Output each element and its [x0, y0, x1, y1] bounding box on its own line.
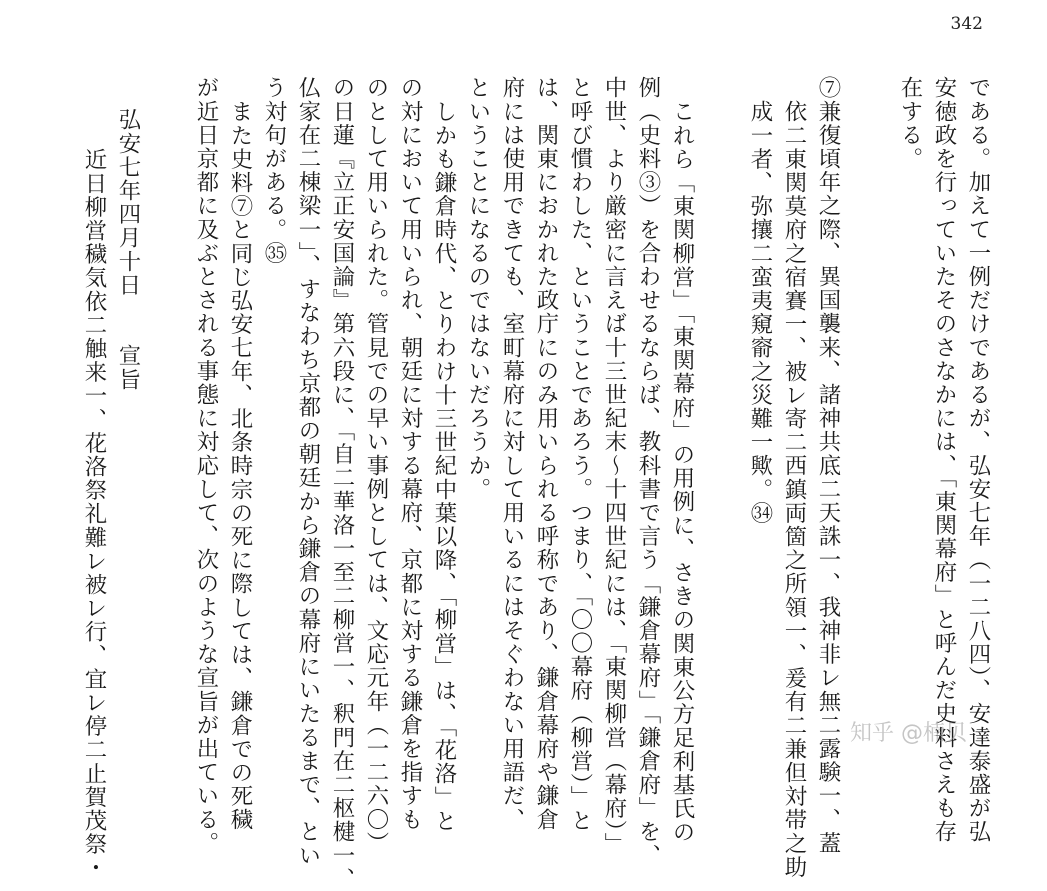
- text-column: 安徳政を行っていたそのさなかには、「東関幕府」と呼んだ史料さえも存: [931, 76, 957, 844]
- text-column: ということになるのではないだろうか。: [465, 76, 491, 501]
- text-column: 府には使用できても、室町幕府に対して用いるにはそぐわない用語だ、: [499, 76, 525, 832]
- text-column: が近日京都に及ぶとされる事態に対応して、次のような宣旨が出ている。: [193, 76, 219, 855]
- watermark: 知乎 @楠贝: [850, 721, 967, 746]
- text-column: と呼び慣わした、ということであろう。つまり、「〇〇幕府（柳営）」と: [567, 76, 593, 833]
- text-column: である。加えて一例だけであるが、弘安七年（一二八四）、安達泰盛が弘: [965, 76, 991, 844]
- quoted-source-column: 成一者、弥攘二蛮夷窺窬之災難一歟。㉞: [747, 100, 773, 525]
- page-number: 342: [950, 14, 983, 34]
- text-column: う対句がある。㉟: [261, 76, 287, 265]
- text-column: しかも鎌倉時代、とりわけ十三世紀中葉以降、「柳営」は、「花洛」と: [431, 100, 457, 833]
- decree-date-column: 弘安七年四月十日 宣旨: [115, 108, 141, 392]
- quoted-source-column: 近日柳営穢気依二触来一、花洛祭礼難レ被レ行、宜レ停二止賀茂祭・: [81, 148, 107, 880]
- text-column: の対において用いられ、朝廷に対する幕府、京都に対する鎌倉を指すも: [397, 76, 423, 832]
- text-column: のとして用いられた。管見での早い事例としては、文応元年（一二六〇）: [363, 76, 389, 855]
- text-column: これら「東関柳営」「東関幕府」の用例に、さきの関東公方足利基氏の: [669, 100, 695, 844]
- quoted-source-column: 依二東関莫府之宿賽一、被レ寄二西鎮両箇之所領一、爰有二兼但対帯之助: [781, 100, 807, 879]
- text-column: の日蓮『立正安国論』第六段に、「自二華洛一至二柳営一、釈門在二枢楗一、: [329, 76, 355, 891]
- text-column: 在する。: [897, 76, 923, 171]
- quoted-source-column: ⑦兼復頃年之際、異国襲来、諸神共底二天誅一、我神非レ無二露験一、蓋: [815, 76, 841, 855]
- text-column: 例（史料③）を合わせるならば、教科書で言う「鎌倉幕府」「鎌倉府」を、: [635, 76, 661, 868]
- text-column: 仏家在二棟梁一」、すなわち京都の朝廷から鎌倉の幕府にいたるまで、とい: [295, 76, 321, 868]
- text-column: 中世、より厳密に言えば十三世紀末〜十四世紀には、「東関柳営（幕府）」: [601, 76, 627, 856]
- text-column: は、関東におかれた政庁にのみ用いられる呼称であり、鎌倉幕府や鎌倉: [533, 76, 559, 832]
- text-column: また史料⑦と同じ弘安七年、北条時宗の死に際しては、鎌倉での死穢: [227, 100, 253, 832]
